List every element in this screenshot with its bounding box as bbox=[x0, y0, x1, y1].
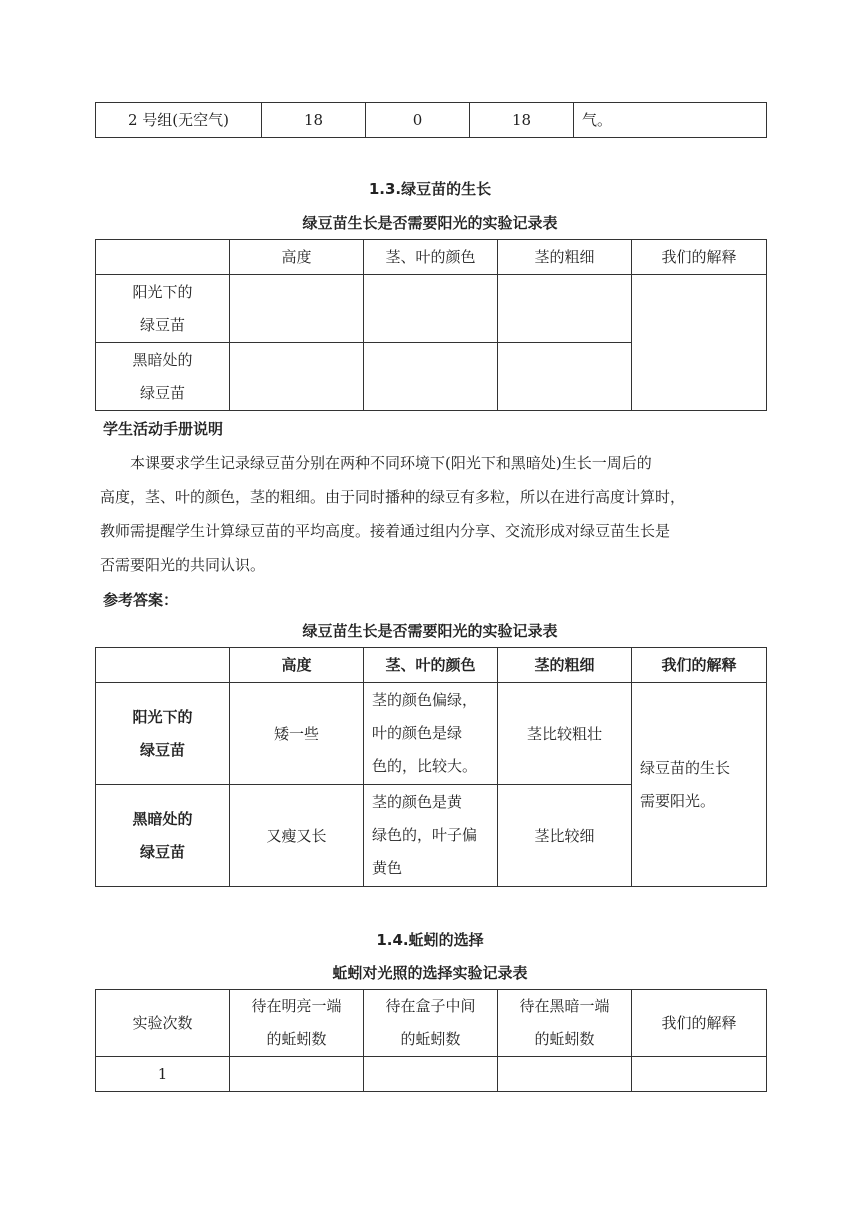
table-title: 蚯蚓对光照的选择实验记录表 bbox=[332, 964, 528, 982]
manual-heading: 学生活动手册说明 bbox=[103, 420, 224, 438]
empty-cell bbox=[230, 1057, 364, 1092]
section-heading: 1.3.绿豆苗的生长 bbox=[368, 180, 492, 198]
header-cell: 茎、叶的颜色 bbox=[364, 240, 498, 275]
row-label: 黑暗处的 绿豆苗 bbox=[96, 785, 230, 887]
section-heading: 1.4.蚯蚓的选择 bbox=[376, 931, 484, 949]
header-cell: 待在明亮一端 的蚯蚓数 bbox=[230, 990, 364, 1057]
empty-cell bbox=[364, 1057, 498, 1092]
empty-cell bbox=[364, 343, 498, 411]
thickness-cell: 茎比较细 bbox=[498, 785, 632, 887]
value-cell: 18 bbox=[470, 103, 574, 138]
empty-cell bbox=[498, 343, 632, 411]
empty-cell bbox=[498, 1057, 632, 1092]
empty-cell bbox=[230, 343, 364, 411]
trial-number-cell: 1 bbox=[96, 1057, 230, 1092]
header-cell bbox=[96, 240, 230, 275]
answer-table-title: 绿豆苗生长是否需要阳光的实验记录表 bbox=[302, 622, 558, 640]
empty-cell bbox=[364, 275, 498, 343]
height-cell: 矮一些 bbox=[230, 683, 364, 785]
header-cell: 我们的解释 bbox=[632, 990, 767, 1057]
header-cell: 我们的解释 bbox=[632, 648, 767, 683]
height-cell: 又瘦又长 bbox=[230, 785, 364, 887]
record-table bbox=[95, 239, 767, 411]
thickness-cell: 茎比较粗壮 bbox=[498, 683, 632, 785]
table-title: 绿豆苗生长是否需要阳光的实验记录表 bbox=[302, 214, 558, 232]
value-cell: 18 bbox=[262, 103, 366, 138]
group-cell: 2 号组(无空气) bbox=[96, 103, 262, 138]
empty-cell bbox=[498, 275, 632, 343]
row-label: 阳光下的 绿豆苗 bbox=[96, 275, 230, 343]
manual-paragraph: 本课要求学生记录绿豆苗分别在两种不同环境下(阳光下和黑暗处)生长一周后的 高度，茎、叶的颜色，茎的粗细。由于同时播种的绿豆有多粒，所以在进行高度计算时， 教师需提醒学生计算绿豆苗的平均高度。接着通过组内分享、交流形成对绿豆苗生长是 否需要阳光的共同认识。 bbox=[100, 454, 686, 574]
color-cell: 茎的颜色偏绿， 叶的颜色是绿 色的，比较大。 bbox=[364, 683, 498, 785]
header-cell: 待在黑暗一端 的蚯蚓数 bbox=[498, 990, 632, 1057]
header-cell: 茎、叶的颜色 bbox=[364, 648, 498, 683]
header-cell: 高度 bbox=[230, 648, 364, 683]
answer-table bbox=[95, 647, 767, 887]
answer-heading: 参考答案： bbox=[103, 591, 179, 609]
earthworm-table bbox=[95, 989, 767, 1092]
empty-cell bbox=[632, 1057, 767, 1092]
explanation-cell bbox=[632, 275, 767, 411]
value-cell: 0 bbox=[366, 103, 470, 138]
header-cell: 茎的粗细 bbox=[498, 240, 632, 275]
note-cell: 气。 bbox=[574, 103, 767, 138]
header-cell: 我们的解释 bbox=[632, 240, 767, 275]
header-cell: 茎的粗细 bbox=[498, 648, 632, 683]
header-cell bbox=[96, 648, 230, 683]
row-label: 黑暗处的 绿豆苗 bbox=[96, 343, 230, 411]
header-cell: 待在盒子中间 的蚯蚓数 bbox=[364, 990, 498, 1057]
explanation-cell: 绿豆苗的生长 需要阳光。 bbox=[632, 683, 767, 887]
header-cell: 高度 bbox=[230, 240, 364, 275]
top-table bbox=[95, 102, 767, 138]
color-cell: 茎的颜色是黄 绿色的，叶子偏 黄色 bbox=[364, 785, 498, 887]
empty-cell bbox=[230, 275, 364, 343]
header-cell: 实验次数 bbox=[96, 990, 230, 1057]
row-label: 阳光下的 绿豆苗 bbox=[96, 683, 230, 785]
